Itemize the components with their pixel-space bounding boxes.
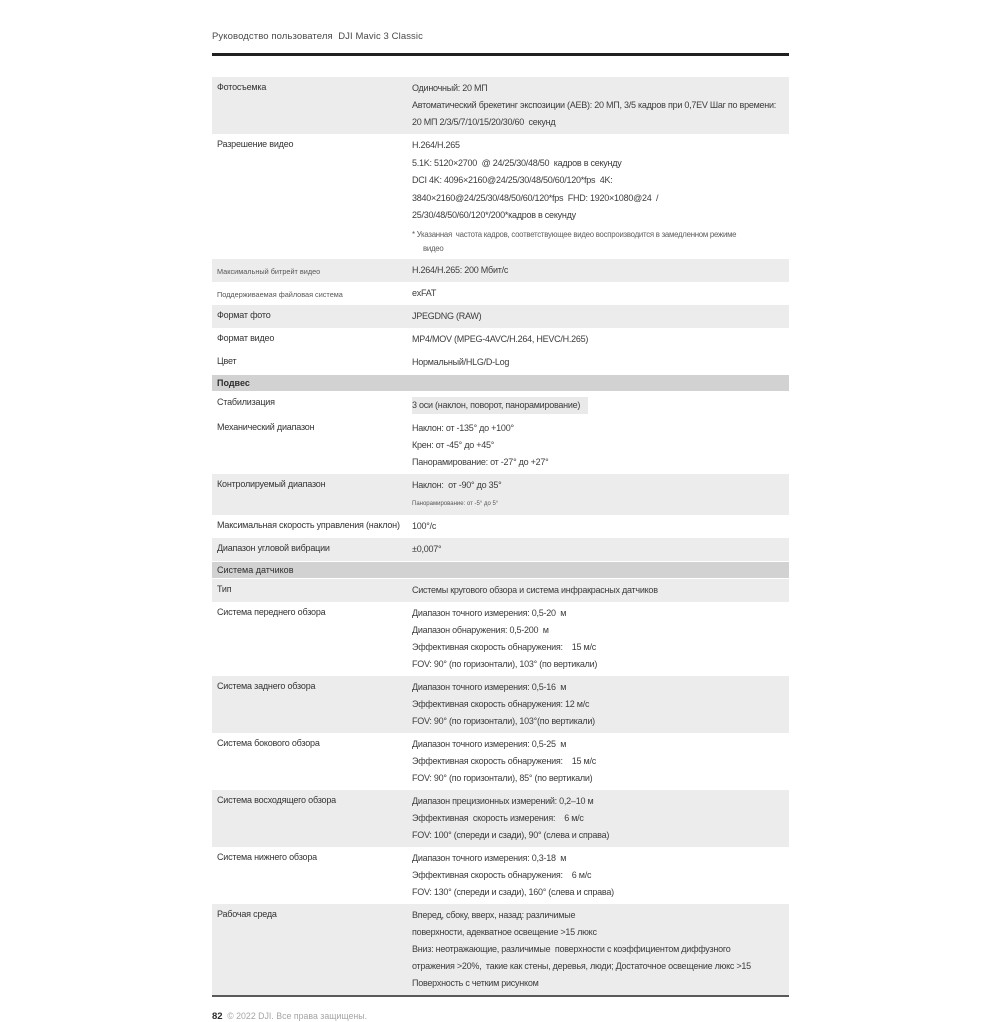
spec-value-line: Наклон: от -135° до +100° bbox=[412, 422, 514, 433]
spec-value-line: FOV: 90° (по горизонтали), 103° (по вертикали) bbox=[412, 658, 598, 669]
spec-row bbox=[212, 676, 789, 733]
spec-row bbox=[212, 515, 789, 538]
spec-value bbox=[410, 392, 789, 417]
spec-value-line: Диапазон точного измерения: 0,5-16 м bbox=[412, 681, 567, 692]
spec-value-line: Нормальный/HLG/D-Log bbox=[412, 356, 510, 367]
spec-row bbox=[212, 351, 789, 374]
spec-value-line: FOV: 130° (спереди и сзади), 160° (слева и справа) bbox=[412, 886, 614, 897]
spec-value bbox=[410, 790, 789, 847]
spec-value-line: Эффективная скорость обнаружения: 6 м/с bbox=[412, 869, 592, 880]
spec-label: Стабилизация bbox=[217, 396, 275, 407]
spec-label: Разрешение видео bbox=[217, 139, 294, 149]
spec-value-line: 3 оси (наклон, поворот, панорамирование) bbox=[412, 397, 588, 414]
spec-value-line: H.264/H.265: 200 Мбит/с bbox=[412, 264, 509, 275]
spec-label: Система заднего обзора bbox=[217, 680, 316, 691]
spec-value bbox=[410, 417, 789, 474]
spec-row bbox=[212, 305, 789, 328]
spec-value-line: 100°/с bbox=[412, 520, 437, 531]
spec-value bbox=[410, 904, 789, 995]
spec-value-line: Вперед, сбоку, вверх, назад: различимые bbox=[412, 909, 576, 920]
spec-label: Максимальный битрейт видео bbox=[217, 266, 321, 276]
spec-value-line: FOV: 90° (по горизонтали), 103°(по вертикали) bbox=[412, 715, 595, 726]
spec-value-line: FOV: 100° (спереди и сзади), 90° (слева и справа) bbox=[412, 829, 610, 840]
page-number: 82 bbox=[212, 1010, 223, 1022]
spec-value-line: поверхности, адекватное освещение >15 люкс bbox=[412, 926, 597, 937]
spec-label: Система переднего обзора bbox=[217, 606, 326, 617]
spec-value bbox=[410, 351, 789, 374]
spec-value bbox=[410, 515, 789, 538]
spec-label: Формат фото bbox=[217, 309, 271, 320]
spec-value bbox=[410, 733, 789, 790]
section-header-row: Подвес bbox=[212, 375, 789, 391]
spec-label: Система бокового обзора bbox=[217, 737, 320, 748]
spec-label: Фотосъемка bbox=[217, 82, 267, 92]
spec-value-line: MP4/MOV (MPEG-4AVC/H.264, HEVC/H.265) bbox=[412, 333, 589, 344]
spec-value-line: Крен: от -45° до +45° bbox=[412, 439, 495, 450]
spec-footnote-line: видео bbox=[423, 243, 444, 253]
spec-footnote-line: * Указанная частота кадров, соответствующее видео воспроизводится в замедленном режиме bbox=[412, 229, 737, 239]
spec-label: Формат видео bbox=[217, 332, 275, 343]
page-footer bbox=[212, 1011, 789, 1022]
spec-label: Тип bbox=[217, 583, 232, 594]
spec-row bbox=[212, 77, 789, 134]
spec-value-line: Панорамирование: от -5° до 5° bbox=[412, 500, 499, 507]
spec-value bbox=[410, 134, 789, 259]
spec-value-line: Панорамирование: от -27° до +27° bbox=[412, 456, 549, 467]
spec-value-line: Диапазон обнаружения: 0,5-200 м bbox=[412, 624, 549, 635]
spec-value-line: Вниз: неотражающие, различимые поверхности с коэффициентом диффузного bbox=[412, 943, 731, 954]
spec-value-line: Эффективная скорость обнаружения: 15 м/с bbox=[412, 641, 596, 652]
spec-value-line: Диапазон точного измерения: 0,3-18 м bbox=[412, 852, 567, 863]
spec-value-line: Эффективная скорость обнаружения: 15 м/с bbox=[412, 755, 596, 766]
spec-label: Контролируемый диапазон bbox=[217, 478, 326, 489]
spec-value-line: Эффективная скорость обнаружения: 12 м/с bbox=[412, 698, 590, 709]
spec-row bbox=[212, 602, 789, 676]
spec-row bbox=[212, 417, 789, 474]
spec-row bbox=[212, 134, 789, 259]
header-rule bbox=[212, 53, 789, 56]
spec-label: Рабочая среда bbox=[217, 908, 277, 919]
spec-value-line: 5.1K: 5120×2700 @ 24/25/30/48/50 кадров в секунду bbox=[412, 157, 622, 168]
spec-value-line: 20 МП 2/3/5/7/10/15/20/30/60 секунд bbox=[412, 117, 556, 127]
spec-value bbox=[410, 676, 789, 733]
section-header-row: Система датчиков bbox=[212, 562, 789, 578]
spec-row bbox=[212, 538, 789, 561]
spec-value bbox=[410, 538, 789, 561]
spec-value-line: H.264/H.265 bbox=[412, 140, 460, 150]
spec-value-line: Диапазон точного измерения: 0,5-25 м bbox=[412, 738, 567, 749]
spec-value bbox=[410, 259, 789, 282]
spec-row bbox=[212, 847, 789, 904]
spec-value-line: отражения >20%, такие как стены, деревья, люди; Достаточное освещение люкс >15 bbox=[412, 960, 751, 971]
spec-value-line: Эффективная скорость измерения: 6 м/с bbox=[412, 812, 584, 823]
spec-row bbox=[212, 259, 789, 282]
spec-label: Максимальная скорость управления (наклон) bbox=[217, 519, 400, 530]
spec-value bbox=[410, 77, 789, 134]
spec-label: Цвет bbox=[217, 355, 237, 366]
spec-row bbox=[212, 733, 789, 790]
spec-row bbox=[212, 392, 789, 417]
copyright-text: © 2022 DJI. Все права защищены. bbox=[227, 1010, 368, 1021]
page-content bbox=[212, 0, 789, 1022]
spec-label: Поддерживаемая файловая система bbox=[217, 289, 343, 299]
spec-value bbox=[410, 579, 789, 602]
spec-value-line: Автоматический брекетинг экспозиции (AEB): 20 МП, 3/5 кадров при 0,7EV Шаг по времени: bbox=[412, 100, 777, 110]
spec-value-line: exFAT bbox=[412, 287, 437, 298]
spec-row bbox=[212, 904, 789, 995]
spec-value bbox=[410, 474, 789, 515]
spec-value bbox=[410, 305, 789, 328]
spec-value-line: Наклон: от -90° до 35° bbox=[412, 479, 502, 490]
spec-label: Система нижнего обзора bbox=[217, 851, 317, 862]
spec-value bbox=[410, 282, 789, 305]
spec-label: Механический диапазон bbox=[217, 421, 315, 432]
spec-label: Система восходящего обзора bbox=[217, 794, 336, 805]
spec-value bbox=[410, 847, 789, 904]
spec-value-line: 25/30/48/50/60/120*/200*кадров в секунду bbox=[412, 210, 576, 220]
spec-value-line: DCI 4K: 4096×2160@24/25/30/48/50/60/120*fps 4K: bbox=[412, 175, 613, 185]
spec-value bbox=[410, 602, 789, 676]
spec-value-line: Одиночный: 20 МП bbox=[412, 83, 488, 93]
spec-value-line: 3840×2160@24/25/30/48/50/60/120*fps FHD: 1920×1080@24 / bbox=[412, 192, 659, 203]
spec-value-line: JPEGDNG (RAW) bbox=[412, 310, 482, 321]
doc-header-title: Руководство пользователя DJI Mavic 3 Classic bbox=[212, 31, 423, 42]
spec-table bbox=[212, 77, 789, 997]
spec-row bbox=[212, 579, 789, 602]
spec-value-line: ±0,007° bbox=[412, 543, 442, 554]
spec-value-line: FOV: 90° (по горизонтали), 85° (по вертикали) bbox=[412, 772, 593, 783]
spec-row bbox=[212, 328, 789, 351]
spec-value-line: Системы кругового обзора и система инфракрасных датчиков bbox=[412, 584, 658, 595]
spec-value-line: Диапазон точного измерения: 0,5-20 м bbox=[412, 607, 567, 618]
spec-value bbox=[410, 328, 789, 351]
spec-row bbox=[212, 282, 789, 305]
spec-row bbox=[212, 790, 789, 847]
spec-row bbox=[212, 474, 789, 515]
spec-label: Диапазон угловой вибрации bbox=[217, 542, 330, 553]
spec-value-line: Диапазон прецизионных измерений: 0,2–10 м bbox=[412, 795, 594, 806]
spec-value-line: Поверхность с четким рисунком bbox=[412, 977, 539, 988]
